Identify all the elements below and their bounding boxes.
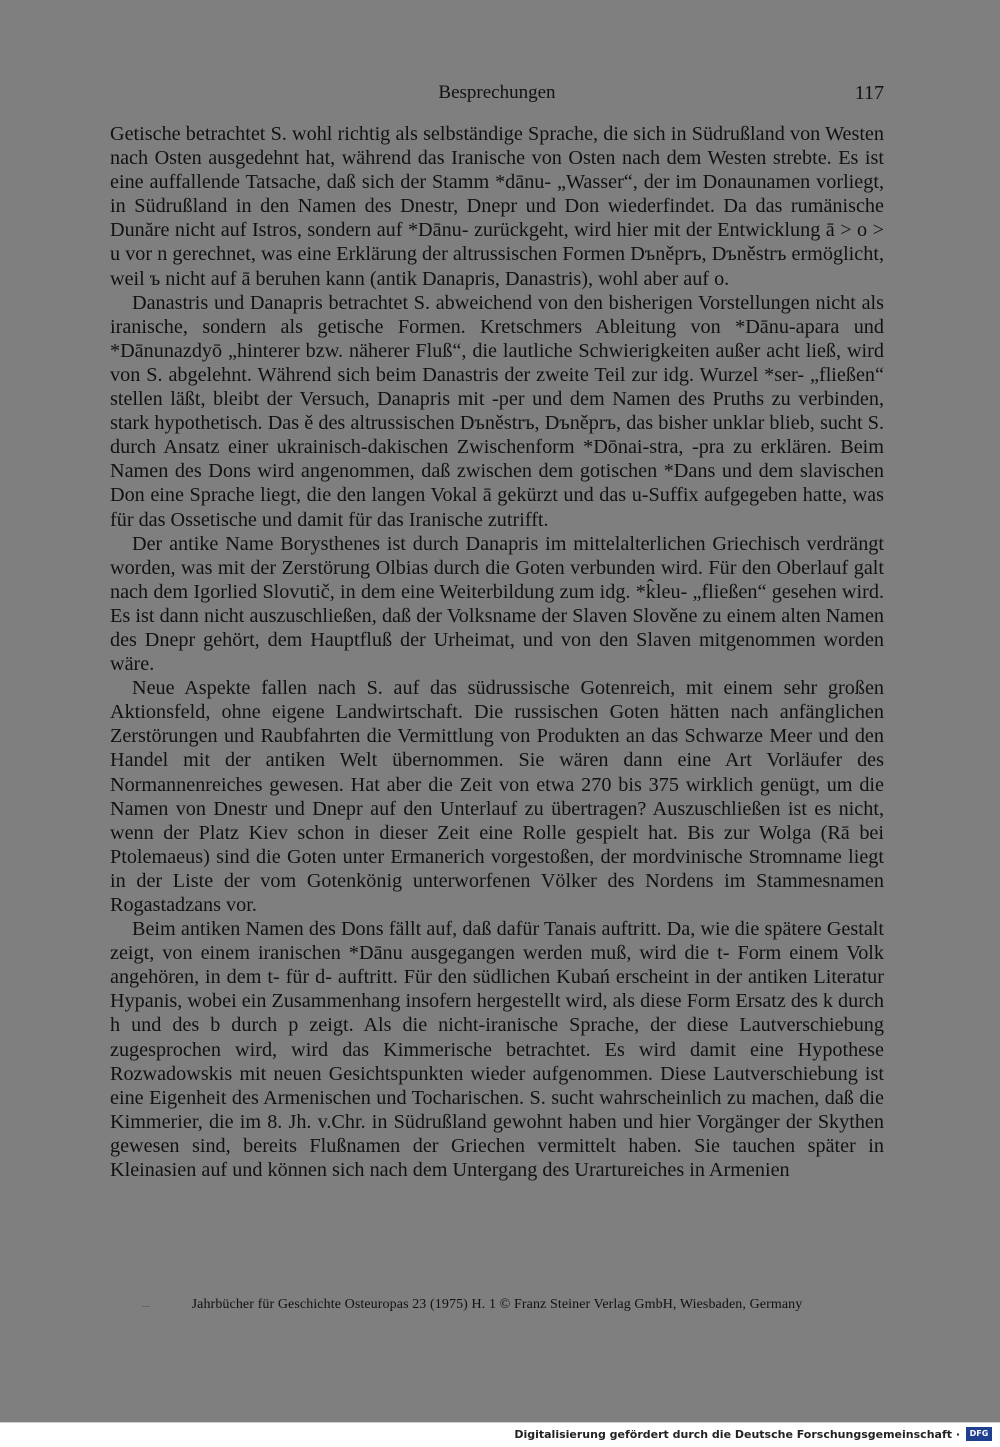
dfg-logo-icon: DFG [966,1427,992,1441]
body-text [110,122,884,1182]
digitization-note: Digitalisierung gefördert durch die Deutsche Forschungsgemeinschaft · [514,1428,960,1441]
header-title: Besprechungen [438,82,556,103]
page-number: 117 [854,82,884,104]
paragraph-5: Beim antiken Namen des Dons fällt auf, daß dafür Tanais auftritt. Da, wie die spätere Gestalt zeigt, von einem iranischen *Dānu ausgegangen werden muß, wird die t- Form einem Volk angehören, in dem t- für d- auftritt. Für den südlichen Kubań erscheint in der antiken Literatur Hypanis, wobei ein Zusammenhang insofern hergestellt wird, als diese Form Ersatz des k durch h und des b durch p zeigt. Als die nicht-iranische Sprache, der diese Lautverschiebung zugesprochen wird, wird das Kimmerische betrachtet. Es wird damit eine Hypothese Rozwadowskis mit neuen Gesichtspunkten wieder aufgenommen. Diese Lautverschiebung ist eine Eigenheit des Armenischen und Tocharischen. S. sucht wahrscheinlich zu machen, daß die Kimmerier, die im 8. Jh. v.Chr. in Südrußland gewohnt haben und hier Vorgänger der Skythen gewesen sind, bereits Flußnamen der Griechen vermittelt haben. Sie tauchen später in Kleinasien auf und können sich nach dem Untergang des Urartureiches in Armenien [110,918,884,1182]
paragraph-1: Getische betrachtet S. wohl richtig als selbständige Sprache, die sich in Südrußland von Westen nach Osten ausgedehnt hat, während das Iranische von Osten nach dem Westen strebte. Es ist eine auffallende Tatsache, daß sich der Stamm *dānu- „Wasser“, der im Donaunamen vorliegt, in Südrußland in den Namen des Dnestr, Dnepr und Don wiederfindet. Da das rumänische Dunăre nicht auf Istros, sondern auf *Dānu- zurückgeht, wird hier mit der Entwicklung ā > o > u vor n gerechnet, was eine Erklärung der altrussischen Formen Dъněprъ, Dъněstrъ ermöglicht, weil ъ nicht auf ā beruhen kann (antik Danapris, Danastris), wohl aber auf o. [110,123,884,290]
scan-mark [142,1306,150,1307]
paragraph-4: Neue Aspekte fallen nach S. auf das südrussische Gotenreich, mit einem sehr großen Aktionsfeld, ohne eigene Landwirtschaft. Die russischen Goten hätten nach anfänglichen Zerstörungen und Raubfahrten die Vermittlung von Produkten an das Schwarze Meer und den Handel mit der antiken Welt übernommen. Sie wären dann eine Art Vorläufer des Normannenreiches gewesen. Hat aber die Zeit von etwa 270 bis 375 wirklich genügt, um die Namen von Dnestr und Dnepr auf den Unterlauf zu übertragen? Auszuschließen ist es nicht, wenn der Platz Kiev schon in dieser Zeit eine Rolle gespielt hat. Bis zur Wolga (Rā bei Ptolemaeus) sind die Goten unter Ermanerich vorgestoßen, der mordvinische Stromname liegt in der Liste der vom Gotenkönig unterworfenen Völker des Nordens im Stammesnamen Rogastadzans vor. [110,677,884,916]
paragraph-3: Der antike Name Borysthenes ist durch Danapris im mittelalterlichen Griechisch verdrängt worden, was mit der Zerstörung Olbias durch die Goten verbunden wird. Für den Oberlauf galt nach dem Igorlied Slovutič, in dem eine Weiterbildung zum idg. *k̂leu- „fließen“ gesehen wird. Es ist dann nicht auszuschließen, daß der Volksname der Slaven Slověne zu einem alten Namen des Dnepr gehört, dem Hauptfluß der Urheimat, und von den Slaven mitgenommen worden wäre. [110,532,884,676]
journal-footer: Jahrbücher für Geschichte Osteuropas 23 (1975) H. 1 © Franz Steiner Verlag GmbH, Wiesbaden, Germany [191,1297,803,1312]
paragraph-2: Danastris und Danapris betrachtet S. abweichend von den bisherigen Vorstellungen nicht als iranische, sondern als getische Formen. Kretschmers Ableitung von *Dānu-apara und *Dānunazdyō „hinterer bzw. näherer Fluß“, die lautliche Schwierigkeiten außer acht ließ, wird von S. abgelehnt. Während sich beim Danastris der zweite Teil zur idg. Wurzel *ser- „fließen“ stellen läßt, bleibt der Versuch, Danapris mit -per und dem Namen des Pruths zu verbinden, stark hypothetisch. Das ě des altrussischen Dъněstrъ, Dъněprъ, das bisher unklar blieb, sucht S. durch Ansatz einer ukrainisch-dakischen Zwischenform *Dōnai-stra, -pra zu erklären. Beim Namen des Dons wird angenommen, daß zwischen dem gotischen *Dans und dem slavischen Don eine Sprache liegt, die den langen Vokal ā gekürzt und das u-Suffix aufgegeben hatte, was für das Ossetische und damit für das Iranische zutrifft. [110,291,884,531]
running-header [110,82,884,110]
digitization-bar [0,1422,1000,1447]
